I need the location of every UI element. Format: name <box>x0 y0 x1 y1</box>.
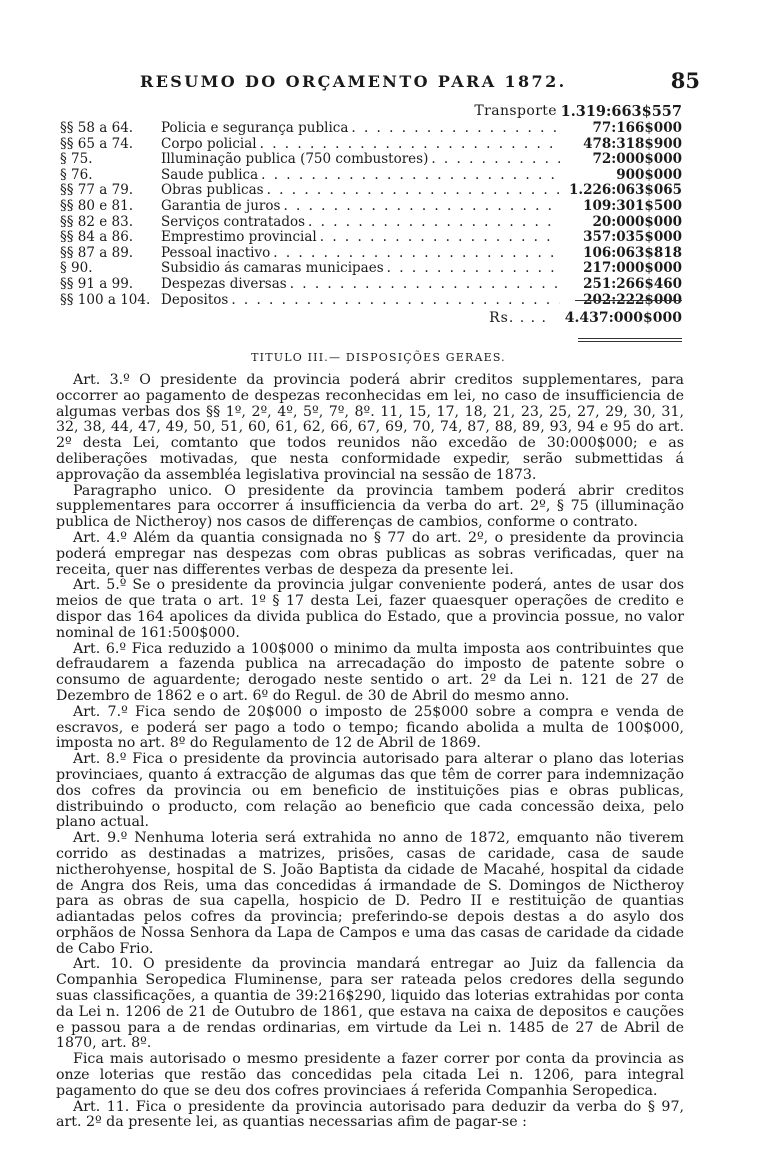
budget-row-range: § 90. <box>60 260 93 277</box>
page-number: 85 <box>670 68 700 93</box>
budget-row <box>60 230 682 246</box>
transporte-amount: 1.319:663$557 <box>560 103 682 120</box>
total-amount: 4.437:000$000 <box>564 310 682 326</box>
transporte-row <box>60 103 682 121</box>
budget-row-amount: 109:301$500 <box>583 197 682 214</box>
budget-row-desc: Serviços contratados . . . <box>161 215 560 231</box>
paragraph-art-7: Art. 7.º Fica sendo de 20$000 o imposto de 25$000 sobre a compra e venda de escravos, e poderá ser pago a todo o tempo; ficando abolida a multa de 100$000, imposta no art. 8º do Regulamento de 12 de Abril de 1869. <box>56 703 684 752</box>
page-header <box>140 68 700 96</box>
paragraph-art-4: Art. 4.º Além da quantia consignada no § 77 do art. 2º, o presidente da provincia poderá empregar nas despezas com obras publicas as sobras verificadas, quer na receita, quer nas differentes verbas de despeza da presente lei. <box>56 529 684 578</box>
body-text <box>56 373 684 1131</box>
budget-row-amount: 900$000 <box>616 166 682 183</box>
budget-row-amount: 77:166$000 <box>592 120 682 136</box>
budget-row-desc: Emprestimo provincial . . . <box>161 230 560 246</box>
budget-row-desc: Corpo policial . . . <box>161 137 560 153</box>
budget-row <box>60 246 682 262</box>
budget-row <box>60 168 682 184</box>
budget-row-range: §§ 65 a 74. <box>60 135 134 152</box>
budget-row-range: §§ 87 a 89. <box>60 244 134 261</box>
budget-row-range: §§ 91 a 99. <box>60 275 134 292</box>
budget-row-amount: 478:318$900 <box>583 135 682 152</box>
paragraph-art-3: Art. 3.º O presidente da provincia poderá abrir creditos supplementares, para occorrer ao pagamento de despezas reconhecidas em lei, no caso de insufficiencia de algumas verbas dos §§ 1º, 2º, 4º, 5º, 7º, 8º. 11, 15, 17, 18, 21, 23, 25, 27, 29, 30, 31, 32, 38, 44, 47, 49, 50, 51, 60, 61, 62, 66, 67, 69, 70, 74, 87, 88, 89, 93, 94 e 95 do art. 2º desta Lei, comtanto que todos reunidos não excedão de 30:000$000; e as deliberações motivadas, que nesta conformidade expedir, serão submettidas á approvação da assembléa legislativa provincial na sessão de 1873. <box>56 372 684 483</box>
paragraph-art-10-cont: Fica mais autorisado o mesmo presidente a fazer correr por conta da provincia as onze loterias que restão das concedidas pela citada Lei n. 1206, para integral pagamento do que se deu dos cofres provinciaes á referida Companhia Seropedica. <box>56 1051 684 1099</box>
paragraph-art-11: Art. 11. Fica o presidente da provincia autorisado para deduzir da verba do § 97, art. 2º da presente lei, as quantias necessarias afim de pagar-se : <box>56 1098 684 1131</box>
budget-row-range: § 75. <box>60 151 93 168</box>
budget-row <box>60 261 682 277</box>
total-double-rule <box>578 338 682 342</box>
sum-rule <box>575 300 682 301</box>
page-title: RESUMO DO ORÇAMENTO PARA 1872. <box>140 72 567 91</box>
budget-row-range: §§ 82 e 83. <box>60 213 134 230</box>
paragraph-art-5: Art. 5.º Se o presidente da provincia julgar conveniente poderá, antes de usar dos meios de que trata o art. 1º § 17 desta Lei, fazer quaesquer operações de credito e dispor das 164 apolices da divida publica do Estado, que a provincia possue, no valor nominal de 161:500$000. <box>56 577 684 641</box>
budget-row-desc: Subsidio ás camaras municipaes . . . <box>161 261 560 277</box>
budget-row <box>60 121 682 137</box>
paragraph-art-10: Art. 10. O presidente da provincia mandará entregar ao Juiz da fallencia da Companhia Seropedica Fluminense, para ser rateada pelos credores della segundo suas classificações, a quantia de 39:216$290, liquido das loterias extrahidas por conta da Lei n. 1206 de 21 de Outubro de 1861, que estava na caixa de depositos e cauções e passou para a de rendas ordinarias, em virtude da Lei n. 1485 de 27 de Abril de 1870, art. 8º. <box>56 956 684 1052</box>
budget-row-desc: Depositos . . . <box>161 293 560 309</box>
budget-row-amount: 251:266$460 <box>583 275 682 292</box>
budget-row-amount: 72:000$000 <box>592 151 682 168</box>
budget-row-amount: 20:000$000 <box>592 213 682 230</box>
total-row <box>60 310 682 330</box>
budget-row <box>60 152 682 168</box>
paragraph-art-8: Art. 8.º Fica o presidente da provincia autorisado para alterar o plano das loterias provinciaes, quanto á extracção de algumas das que têm de correr para indemnização dos cofres da provincia ou em beneficio de instituições pias e obras publicas, distribuindo o producto, com relação ao beneficio que cada concessão deixa, pelo plano actual. <box>56 751 684 831</box>
paragraph-art-9: Art. 9.º Nenhuma loteria será extrahida no anno de 1872, emquanto não tiverem corrido as destinadas a matrizes, prisões, casas de caridade, casa de saude nictherohyense, hospital de S. João Baptista da cidade de Macahé, hospital da cidade de Angra dos Reis, uma das concedidas á irmandade de S. Domingos de Nictheroy para as obras de sua capella, hospicio de D. Pedro II e restituição de quantias adiantadas pelos cofres da provincia; preferindo-se depois destas a do asylo dos orphãos de Nossa Senhora da Lapa de Campos e uma das casas de caridade da cidade de Cabo Frio. <box>56 830 684 957</box>
budget-table <box>60 121 682 308</box>
budget-row <box>60 277 682 293</box>
budget-row-range: §§ 80 e 81. <box>60 197 134 214</box>
budget-row-desc: Illuminação publica (750 combustores) . . . <box>161 152 560 168</box>
budget-row <box>60 215 682 231</box>
budget-row-amount: 1.226:063$065 <box>568 182 682 199</box>
budget-row-desc: Policia e segurança publica . . . <box>161 121 560 137</box>
paragraph-art-6: Art. 6.º Fica reduzido a 100$000 o minimo da multa imposta aos contribuintes que defraudarem a fazenda publica na arrecadação do imposto de patente sobre o consumo de aguardente; derogado neste sentido o art. 2º da Lei n. 121 de 27 de Dezembro de 1862 e o art. 6º do Regul. de 30 de Abril do mesmo anno. <box>56 640 684 704</box>
budget-row-desc: Garantia de juros . . . <box>161 199 560 215</box>
budget-row <box>60 183 682 199</box>
budget-row-desc: Pessoal inactivo . . . <box>161 246 560 262</box>
budget-row-range: §§ 84 a 86. <box>60 229 134 246</box>
budget-row-desc: Obras publicas . . . <box>161 183 560 199</box>
budget-row-desc: Despezas diversas . . . <box>161 277 560 293</box>
budget-row-range: §§ 100 a 104. <box>60 291 151 308</box>
transporte-label: Transporte <box>474 103 557 119</box>
budget-row-amount: 202:222$000 <box>583 291 682 308</box>
budget-row-range: §§ 58 a 64. <box>60 120 134 136</box>
paragraph-unico: Paragrapho unico. O presidente da provincia tambem poderá abrir creditos supplementares para occorrer á insufficiencia da verba do art. 2º, § 75 (illuminação publica de Nictheroy) nos casos de differenças de cambios, conforme o contrato. <box>56 482 684 531</box>
budget-row-range: §§ 77 a 79. <box>60 182 134 199</box>
budget-row <box>60 199 682 215</box>
budget-row-amount: 217:000$000 <box>583 260 682 277</box>
section-title: TITULO III.— DISPOSIÇÕES GERAES. <box>251 351 506 364</box>
total-label: Rs. . . . <box>489 310 547 326</box>
budget-row-amount: 357:035$000 <box>583 229 682 246</box>
budget-row-desc: Saude publica . . . <box>161 168 560 184</box>
budget-row-amount: 106:063$818 <box>583 244 682 261</box>
budget-row <box>60 137 682 153</box>
budget-row-range: § 76. <box>60 166 93 183</box>
